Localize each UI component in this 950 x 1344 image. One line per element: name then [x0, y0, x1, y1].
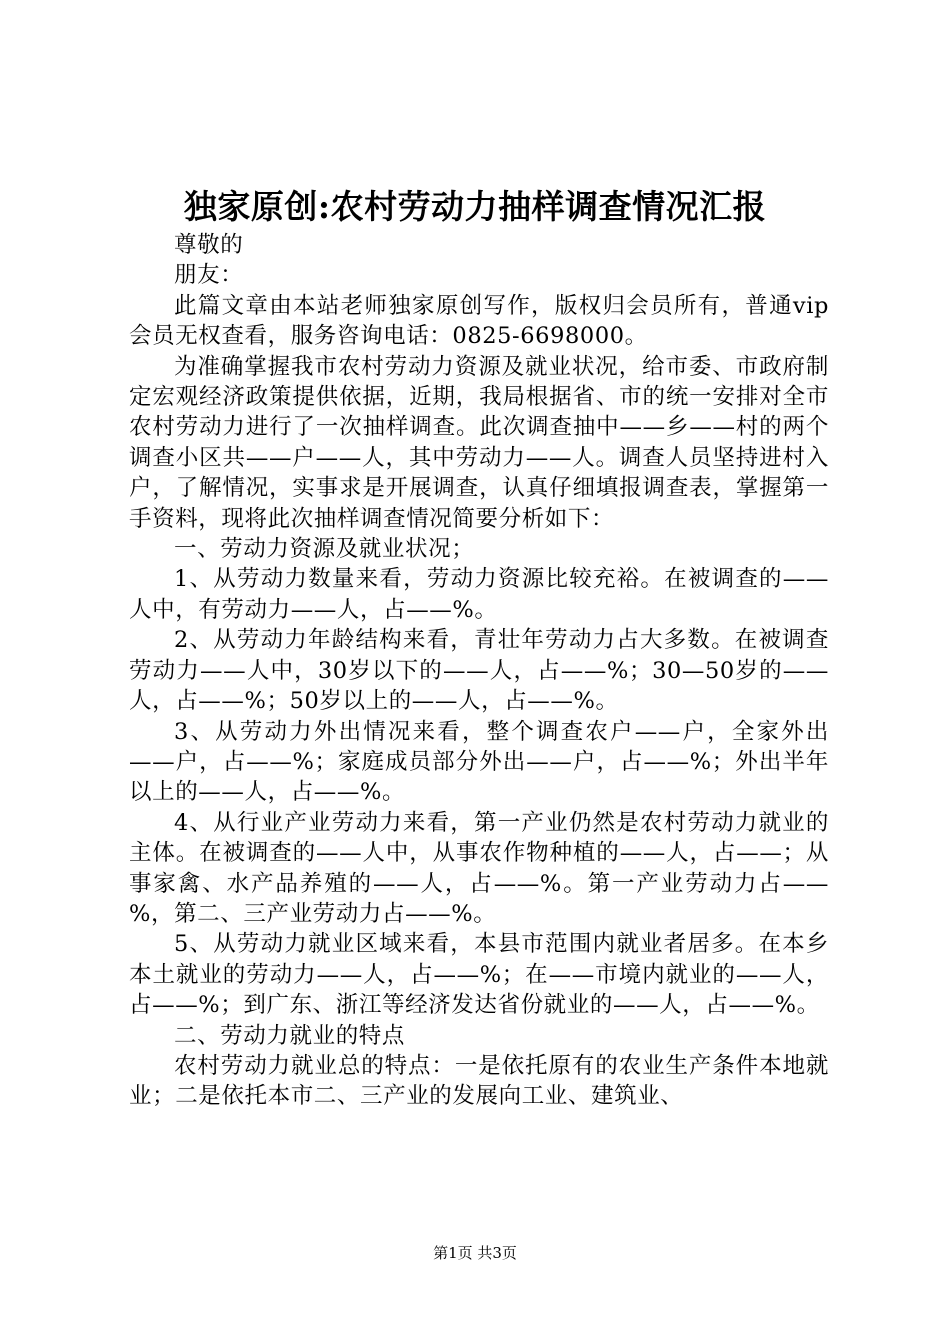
section-heading-2: 二、劳动力就业的特点 — [174, 1022, 406, 1049]
paragraph-item-2: 2、从劳动力年龄结构来看，青壮年劳动力占大多数。在被调查劳动力——人中，30岁以下的——人，占——%；30—50岁的——人，占——%；50岁以上的——人，占——%。 — [129, 627, 829, 715]
salutation-line-2: 朋友： — [174, 262, 244, 289]
paragraph-copyright-notice: 此篇文章由本站老师独家原创写作，版权归会员所有，普通vip会员无权查看，服务咨询电话：0825-6698000。 — [129, 292, 829, 350]
paragraph-item-5: 5、从劳动力就业区域来看，本县市范围内就业者居多。在本乡本土就业的劳动力——人，占——%；在——市境内就业的——人，占——%；到广东、浙江等经济发达省份就业的——人，占——%。 — [129, 931, 829, 1019]
paragraph-intro: 为准确掌握我市农村劳动力资源及就业状况，给市委、市政府制定宏观经济政策提供依据，近期，我局根据省、市的统一安排对全市农村劳动力进行了一次抽样调查。此次调查抽中——乡——村的两个调查小区共——户——人，其中劳动力——人。调查人员坚持进村入户，了解情况，实事求是开展调查，认真仔细填报调查表，掌握第一手资料，现将此次抽样调查情况简要分析如下： — [129, 353, 829, 532]
page-footer: 第1页 共3页 — [433, 1244, 517, 1262]
paragraph-item-1: 1、从劳动力数量来看，劳动力资源比较充裕。在被调查的——人中，有劳动力——人，占——%。 — [129, 566, 829, 623]
document-body — [129, 230, 829, 1112]
paragraph-item-3: 3、从劳动力外出情况来看，整个调查农户——户，全家外出——户，占——%；家庭成员部分外出——户，占——%；外出半年以上的——人，占——%。 — [129, 718, 829, 806]
document-title: 独家原创:农村劳动力抽样调查情况汇报 — [183, 187, 767, 226]
paragraph-item-4: 4、从行业产业劳动力来看，第一产业仍然是农村劳动力就业的主体。在被调查的——人中，从事农作物种植的——人，占——；从事家禽、水产品养殖的——人，占——%。第一产业劳动力占——%，第二、三产业劳动力占——%。 — [129, 809, 829, 927]
salutation-line-1: 尊敬的 — [174, 232, 244, 258]
section-heading-1: 一、劳动力资源及就业状况； — [174, 536, 475, 563]
paragraph-employment-features: 农村劳动力就业总的特点：一是依托原有的农业生产条件本地就业；二是依托本市二、三产业的发展向工业、建筑业、 — [129, 1052, 829, 1110]
